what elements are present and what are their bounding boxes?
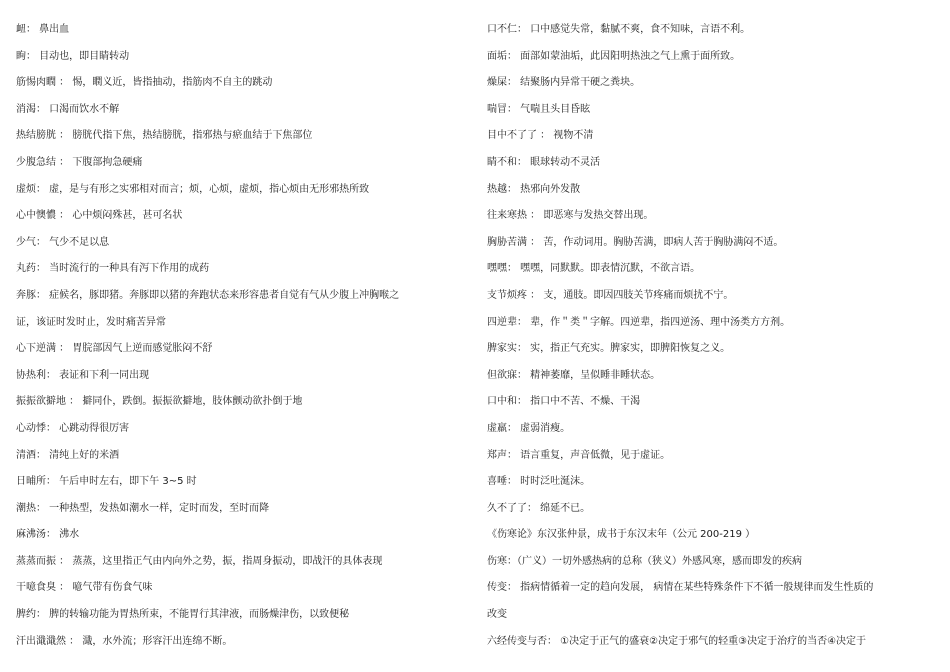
term-line: 筋惕肉瞤 ： 惕，瞤义近，皆指抽动，指筋肉不自主的跳动	[16, 77, 273, 89]
term-line: 清酒： 清纯上好的米酒	[16, 449, 120, 461]
term-line: 脾家实： 实，指正气充实。脾家实，即脾阳恢复之义。	[487, 343, 731, 355]
term-line: 六经传变与否： ①决定于正气的盛衰②决定于邪气的轻重③决定于治疗的当否④决定于	[487, 635, 867, 647]
term-line: 伤寒：（广义）一切外感热病的总称（狭义）外感风寒，感而即发的疾病	[487, 555, 802, 567]
term-line: 协热利： 表证和下利一同出现	[16, 369, 150, 381]
term-line: 丸药： 当时流行的一种具有泻下作用的成药	[16, 263, 210, 275]
term-line: 干噫食臭 ： 噫气带有伤食气味	[16, 582, 153, 594]
term-line: 口中和： 指口中不苦、不燥、干渴	[487, 396, 641, 408]
term-line: 久不了了： 绵延不已。	[487, 502, 591, 514]
term-line: 蒸蒸而振 ： 蒸蒸，这里指正气由内向外之势，振，指周身振动，即战汗的具体表现	[16, 555, 383, 567]
term-line: 面垢： 面部如蒙油垢，此因阳明热浊之气上熏于面所致。	[487, 50, 741, 62]
term-line: 衄： 鼻出血	[16, 24, 70, 35]
term-line: 传变： 指病情循着一定的趋向发展， 病情在某些特殊条件下不循一般规律而发生性质的	[487, 582, 874, 594]
term-line: 燥屎： 结聚肠内异常干硬之粪块。	[487, 77, 641, 89]
term-line: 奔豚： 症候名，豚即猪。奔豚即以猪的奔跑状态来形容患者自觉有气从少腹上冲胸喉之	[16, 289, 400, 301]
term-line: 麻沸汤： 沸水	[16, 529, 80, 541]
term-line: 改变	[487, 609, 507, 621]
term-line: 热越： 热邪向外发散	[487, 183, 581, 195]
term-line: 日晡所： 午后申时左右，即下午 3~5 时	[16, 476, 197, 488]
term-line: 潮热： 一种热型，发热如潮水一样，定时而发，至时而降	[16, 502, 270, 514]
term-line: 喜唾： 时时泛吐涎沫。	[487, 476, 591, 488]
term-line: 虚羸： 虚弱消瘦。	[487, 422, 571, 434]
term-line: 热结膀胱 ： 膀胱代指下焦，热结膀胱，指邪热与瘀血结于下焦部位	[16, 130, 313, 142]
term-line: 目中不了了 ： 视物不清	[487, 130, 594, 142]
term-line: 四逆辈： 辈，作＂类＂字解。四逆辈，指四逆汤、理中汤类方方剂。	[487, 316, 791, 328]
term-line: 喘冒： 气喘且头目昏眩	[487, 103, 591, 115]
term-line: 胸胁苦满 ： 苦，作动词用。胸胁苦满，即病人苦于胸胁满闷不适。	[487, 236, 784, 248]
term-line: 支节烦疼 ： 支，通肢。即因四肢关节疼痛而烦扰不宁。	[487, 289, 734, 301]
term-line: 少气： 气少不足以息	[16, 236, 110, 248]
term-line: 往来寒热 ： 即恶寒与发热交替出现。	[487, 210, 654, 222]
term-line: 嘿嘿： 嘿嘿，同默默。即表情沉默，不欲言语。	[487, 263, 701, 275]
term-line: 《伤寒论》东汉张仲景，成书于东汉末年（公元 200-219 ）	[487, 529, 756, 541]
term-line: 眴： 目动也，即目睛转动	[16, 50, 130, 62]
term-line: 心下逆满 ： 胃脘部因气上逆而感觉胀闷不舒	[16, 343, 213, 355]
term-line: 口不仁： 口中感觉失常，黏腻不爽，食不知味，言语不利。	[487, 24, 751, 35]
left-column	[16, 20, 456, 658]
term-line: 郑声： 语言重复，声音低微，见于虚证。	[487, 449, 671, 461]
term-line: 消渴： 口渴而饮水不解	[16, 103, 120, 115]
right-column	[487, 20, 927, 658]
term-line: 但欲寐： 精神萎靡，呈似睡非睡状态。	[487, 369, 661, 381]
term-line: 心动悸： 心跳动得很厉害	[16, 422, 130, 434]
term-line: 振振欲擗地 ： 擗同仆，跌倒。振振欲擗地，肢体颤动欲扑倒于地	[16, 396, 303, 408]
term-line: 心中懊憹 ： 心中烦闷殊甚，甚可名状	[16, 210, 183, 222]
term-line: 脾约： 脾的转输功能为胃热所束，不能胃行其津液，而肠燥津伤，以致便秘	[16, 609, 350, 621]
term-line: 少腹急结 ： 下腹部拘急硬痛	[16, 156, 143, 168]
term-line: 汗出濈濈然 ： 濈，水外流；形容汗出连绵不断。	[16, 635, 233, 647]
term-line: 睛不和： 眼球转动不灵活	[487, 156, 601, 168]
term-line: 虚烦： 虚，是与有形之实邪相对而言；烦，心烦，虚烦，指心烦由无形邪热所致	[16, 183, 370, 195]
term-line: 证，该证时发时止，发时痛苦异常	[16, 316, 166, 328]
